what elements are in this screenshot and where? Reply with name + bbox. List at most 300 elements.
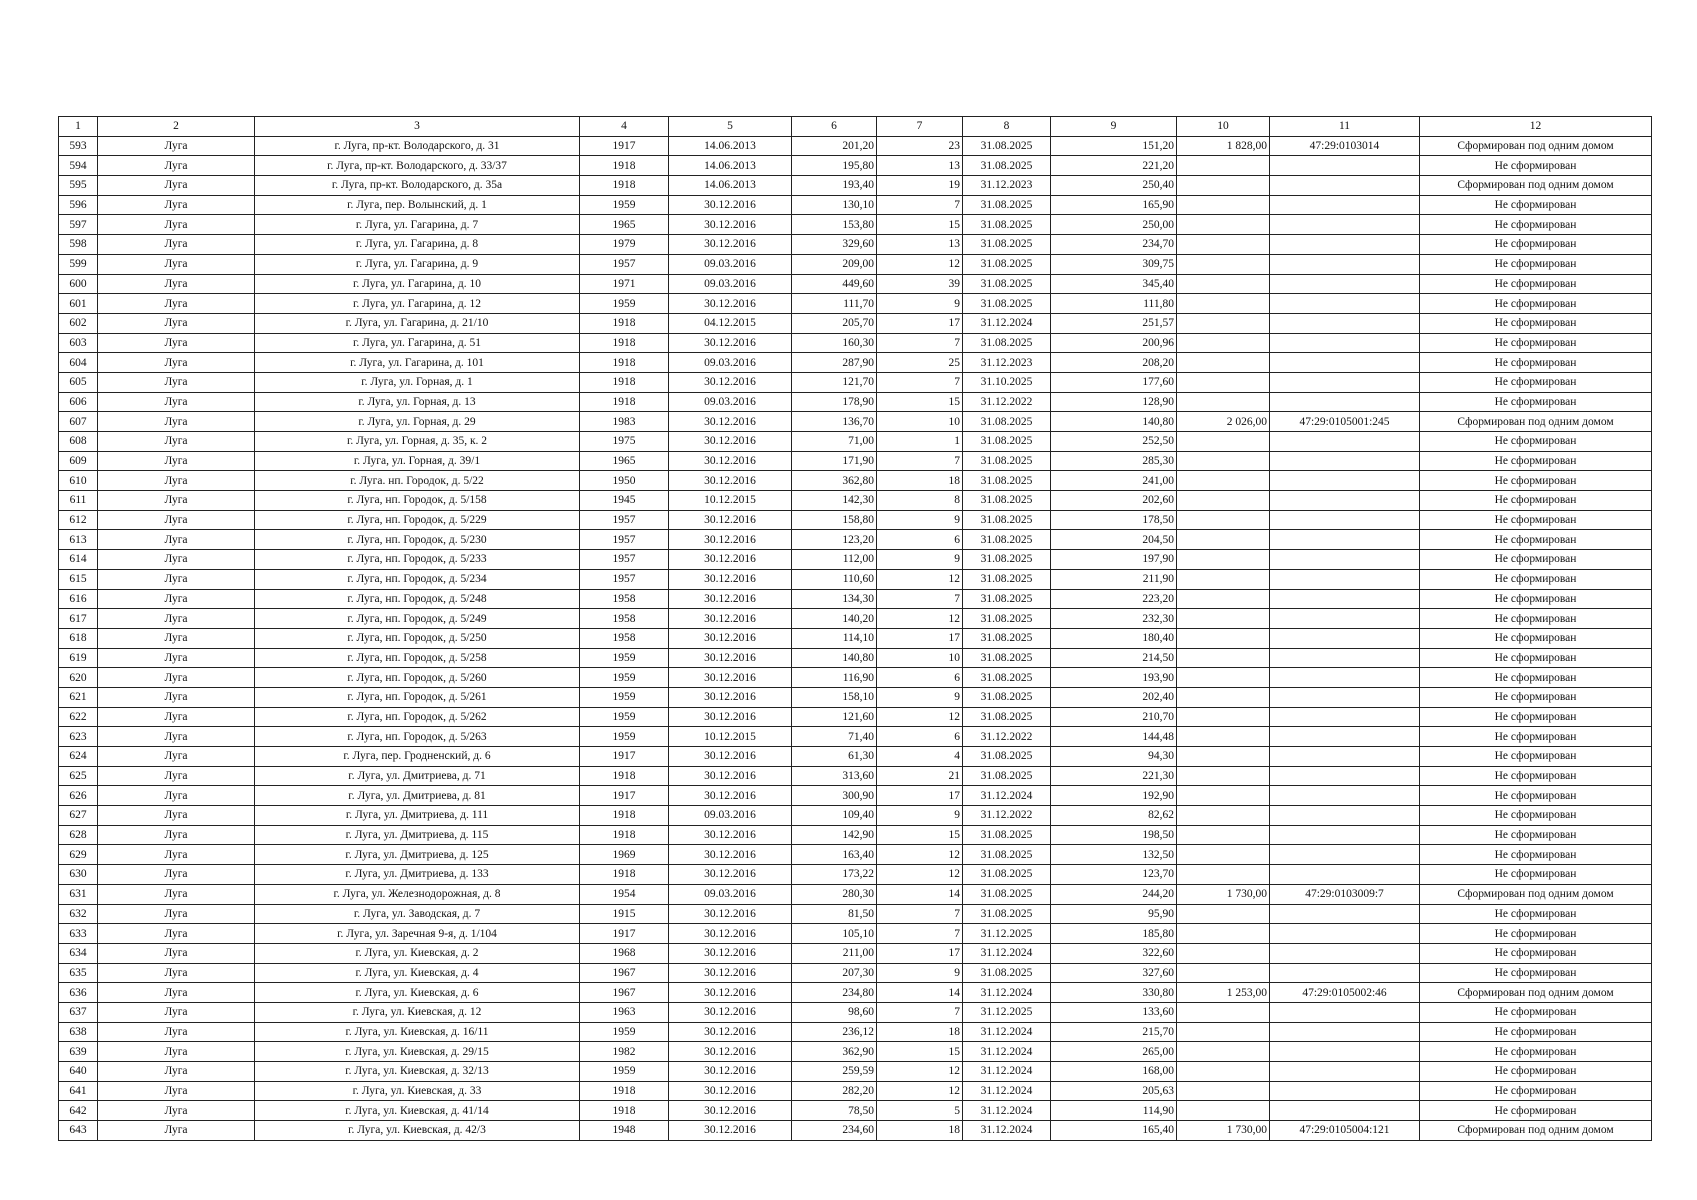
table-cell-col-8: 31.08.2025 (963, 648, 1051, 668)
table-cell-col-7: 9 (877, 806, 963, 826)
table-cell-col-11 (1270, 727, 1420, 747)
table-cell-col-8: 31.08.2025 (963, 766, 1051, 786)
table-cell-col-3: г. Луга, ул. Киевская, д. 6 (255, 983, 580, 1003)
table-cell-col-6: 98,60 (792, 1002, 877, 1022)
table-cell-col-9: 244,20 (1051, 884, 1177, 904)
table-cell-col-4: 1979 (580, 235, 669, 255)
table-cell-col-11 (1270, 294, 1420, 314)
table-cell-col-3: г. Луга, нп. Городок, д. 5/250 (255, 628, 580, 648)
table-cell-col-4: 1959 (580, 1062, 669, 1082)
table-cell-col-4: 1971 (580, 274, 669, 294)
table-cell-col-12: Не сформирован (1420, 727, 1652, 747)
table-cell-col-12: Не сформирован (1420, 786, 1652, 806)
table-cell-col-9: 204,50 (1051, 530, 1177, 550)
table-cell-col-11 (1270, 333, 1420, 353)
table-cell-col-6: 158,80 (792, 510, 877, 530)
table-cell-col-10 (1177, 1101, 1270, 1121)
table-cell-col-11: 47:29:0105001:245 (1270, 412, 1420, 432)
table-cell-col-7: 12 (877, 707, 963, 727)
table-cell-col-2: Луга (98, 943, 255, 963)
table-cell-col-6: 211,00 (792, 943, 877, 963)
table-cell-col-9: 252,50 (1051, 432, 1177, 452)
table-cell-col-7: 4 (877, 747, 963, 767)
table-cell-col-3: г. Луга, ул. Горная, д. 29 (255, 412, 580, 432)
table-cell-col-4: 1969 (580, 845, 669, 865)
table-cell-col-8: 31.12.2023 (963, 176, 1051, 196)
table-cell-col-8: 31.08.2025 (963, 254, 1051, 274)
table-cell-col-1: 612 (59, 510, 98, 530)
table-cell-col-5: 09.03.2016 (669, 884, 792, 904)
table-cell-col-1: 618 (59, 628, 98, 648)
table-cell-col-9: 322,60 (1051, 943, 1177, 963)
table-cell-col-9: 168,00 (1051, 1062, 1177, 1082)
table-cell-col-1: 614 (59, 550, 98, 570)
table-row (59, 589, 1652, 609)
table-cell-col-10 (1177, 609, 1270, 629)
table-cell-col-11 (1270, 569, 1420, 589)
table-cell-col-2: Луга (98, 806, 255, 826)
table-cell-col-2: Луга (98, 904, 255, 924)
table-cell-col-12: Не сформирован (1420, 550, 1652, 570)
table-cell-col-12: Не сформирован (1420, 235, 1652, 255)
table-cell-col-1: 607 (59, 412, 98, 432)
table-row (59, 274, 1652, 294)
table-cell-col-3: г. Луга, ул. Киевская, д. 12 (255, 1002, 580, 1022)
table-cell-col-1: 615 (59, 569, 98, 589)
table-cell-col-9: 251,57 (1051, 313, 1177, 333)
table-row (59, 491, 1652, 511)
table-row (59, 392, 1652, 412)
table-cell-col-3: г. Луга, ул. Гагарина, д. 8 (255, 235, 580, 255)
table-cell-col-2: Луга (98, 589, 255, 609)
table-cell-col-3: г. Луга, ул. Киевская, д. 16/11 (255, 1022, 580, 1042)
table-cell-col-8: 31.08.2025 (963, 195, 1051, 215)
table-row (59, 353, 1652, 373)
table-cell-col-7: 14 (877, 884, 963, 904)
table-cell-col-10 (1177, 766, 1270, 786)
table-cell-col-4: 1918 (580, 353, 669, 373)
table-cell-col-10 (1177, 589, 1270, 609)
table-cell-col-1: 628 (59, 825, 98, 845)
table-cell-col-12: Не сформирован (1420, 313, 1652, 333)
table-cell-col-5: 30.12.2016 (669, 1081, 792, 1101)
table-cell-col-5: 30.12.2016 (669, 904, 792, 924)
table-cell-col-2: Луга (98, 628, 255, 648)
table-cell-col-1: 602 (59, 313, 98, 333)
column-header-7: 7 (877, 117, 963, 137)
table-cell-col-11 (1270, 924, 1420, 944)
table-cell-col-3: г. Луга, пр-кт. Володарского, д. 31 (255, 136, 580, 156)
table-cell-col-11 (1270, 510, 1420, 530)
column-header-9: 9 (1051, 117, 1177, 137)
column-header-8: 8 (963, 117, 1051, 137)
table-cell-col-6: 201,20 (792, 136, 877, 156)
table-cell-col-1: 636 (59, 983, 98, 1003)
table-cell-col-6: 153,80 (792, 215, 877, 235)
table-cell-col-2: Луга (98, 1081, 255, 1101)
table-row (59, 727, 1652, 747)
table-cell-col-3: г. Луга, пр-кт. Володарского, д. 35а (255, 176, 580, 196)
table-cell-col-7: 12 (877, 845, 963, 865)
table-cell-col-10 (1177, 392, 1270, 412)
table-cell-col-12: Сформирован под одним домом (1420, 983, 1652, 1003)
table-cell-col-12: Сформирован под одним домом (1420, 136, 1652, 156)
table-cell-col-11 (1270, 707, 1420, 727)
table-cell-col-5: 30.12.2016 (669, 550, 792, 570)
table-cell-col-5: 14.06.2013 (669, 136, 792, 156)
table-cell-col-5: 30.12.2016 (669, 963, 792, 983)
table-cell-col-4: 1968 (580, 943, 669, 963)
table-cell-col-2: Луга (98, 884, 255, 904)
table-cell-col-6: 195,80 (792, 156, 877, 176)
table-cell-col-5: 14.06.2013 (669, 156, 792, 176)
table-cell-col-1: 634 (59, 943, 98, 963)
table-cell-col-1: 640 (59, 1062, 98, 1082)
table-cell-col-4: 1957 (580, 569, 669, 589)
table-cell-col-1: 623 (59, 727, 98, 747)
table-row (59, 333, 1652, 353)
table-cell-col-7: 6 (877, 530, 963, 550)
table-cell-col-2: Луга (98, 727, 255, 747)
table-cell-col-7: 5 (877, 1101, 963, 1121)
table-cell-col-9: 330,80 (1051, 983, 1177, 1003)
table-cell-col-10 (1177, 432, 1270, 452)
table-row (59, 786, 1652, 806)
table-cell-col-10 (1177, 825, 1270, 845)
table-cell-col-4: 1948 (580, 1121, 669, 1141)
table-cell-col-2: Луга (98, 432, 255, 452)
table-cell-col-10 (1177, 235, 1270, 255)
table-cell-col-4: 1918 (580, 156, 669, 176)
table-cell-col-7: 12 (877, 865, 963, 885)
table-cell-col-9: 208,20 (1051, 353, 1177, 373)
table-cell-col-7: 18 (877, 471, 963, 491)
table-cell-col-9: 210,70 (1051, 707, 1177, 727)
table-cell-col-3: г. Луга, ул. Гагарина, д. 101 (255, 353, 580, 373)
table-cell-col-4: 1917 (580, 786, 669, 806)
table-cell-col-3: г. Луга, ул. Железнодорожная, д. 8 (255, 884, 580, 904)
table-cell-col-4: 1959 (580, 1022, 669, 1042)
column-header-11: 11 (1270, 117, 1420, 137)
table-cell-col-7: 7 (877, 1002, 963, 1022)
table-cell-col-8: 31.12.2023 (963, 353, 1051, 373)
table-cell-col-4: 1959 (580, 294, 669, 314)
table-cell-col-12: Не сформирован (1420, 924, 1652, 944)
table-cell-col-7: 13 (877, 235, 963, 255)
table-cell-col-11 (1270, 786, 1420, 806)
column-header-6: 6 (792, 117, 877, 137)
table-cell-col-8: 31.08.2025 (963, 451, 1051, 471)
table-cell-col-9: 198,50 (1051, 825, 1177, 845)
table-cell-col-11 (1270, 1101, 1420, 1121)
table-cell-col-9: 215,70 (1051, 1022, 1177, 1042)
table-cell-col-12: Не сформирован (1420, 392, 1652, 412)
table-cell-col-5: 30.12.2016 (669, 707, 792, 727)
table-cell-col-12: Не сформирован (1420, 451, 1652, 471)
table-row (59, 1022, 1652, 1042)
table-cell-col-4: 1918 (580, 825, 669, 845)
table-cell-col-3: г. Луга, нп. Городок, д. 5/263 (255, 727, 580, 747)
table-cell-col-11 (1270, 1081, 1420, 1101)
table-cell-col-9: 250,40 (1051, 176, 1177, 196)
table-cell-col-2: Луга (98, 786, 255, 806)
table-cell-col-9: 309,75 (1051, 254, 1177, 274)
table-row (59, 254, 1652, 274)
table-row (59, 943, 1652, 963)
table-cell-col-7: 1 (877, 432, 963, 452)
table-cell-col-8: 31.08.2025 (963, 865, 1051, 885)
table-cell-col-7: 9 (877, 687, 963, 707)
table-cell-col-11 (1270, 806, 1420, 826)
table-cell-col-11 (1270, 609, 1420, 629)
table-cell-col-6: 362,90 (792, 1042, 877, 1062)
table-cell-col-9: 111,80 (1051, 294, 1177, 314)
table-cell-col-12: Не сформирован (1420, 1081, 1652, 1101)
table-row (59, 825, 1652, 845)
table-cell-col-8: 31.12.2024 (963, 983, 1051, 1003)
table-cell-col-11 (1270, 491, 1420, 511)
table-cell-col-10 (1177, 1062, 1270, 1082)
table-cell-col-12: Не сформирован (1420, 491, 1652, 511)
table-cell-col-7: 7 (877, 924, 963, 944)
table-cell-col-8: 31.08.2025 (963, 845, 1051, 865)
table-cell-col-5: 30.12.2016 (669, 1022, 792, 1042)
table-cell-col-12: Не сформирован (1420, 510, 1652, 530)
table-cell-col-1: 613 (59, 530, 98, 550)
table-cell-col-2: Луга (98, 550, 255, 570)
table-cell-col-10 (1177, 943, 1270, 963)
table-cell-col-5: 30.12.2016 (669, 235, 792, 255)
table-cell-col-5: 30.12.2016 (669, 333, 792, 353)
table-cell-col-5: 30.12.2016 (669, 569, 792, 589)
table-cell-col-2: Луга (98, 1101, 255, 1121)
table-cell-col-2: Луга (98, 136, 255, 156)
table-cell-col-1: 597 (59, 215, 98, 235)
table-cell-col-6: 300,90 (792, 786, 877, 806)
table-cell-col-12: Не сформирован (1420, 1022, 1652, 1042)
table-cell-col-2: Луга (98, 313, 255, 333)
table-cell-col-7: 6 (877, 727, 963, 747)
table-row (59, 372, 1652, 392)
table-row (59, 747, 1652, 767)
table-cell-col-12: Не сформирован (1420, 825, 1652, 845)
table-cell-col-7: 8 (877, 491, 963, 511)
table-cell-col-7: 13 (877, 156, 963, 176)
table-cell-col-7: 9 (877, 550, 963, 570)
table-cell-col-2: Луга (98, 510, 255, 530)
table-row (59, 1002, 1652, 1022)
table-cell-col-7: 6 (877, 668, 963, 688)
table-cell-col-1: 616 (59, 589, 98, 609)
table-cell-col-2: Луга (98, 609, 255, 629)
table-cell-col-6: 110,60 (792, 569, 877, 589)
table-cell-col-12: Не сформирован (1420, 254, 1652, 274)
table-cell-col-12: Не сформирован (1420, 569, 1652, 589)
table-cell-col-4: 1915 (580, 904, 669, 924)
table-cell-col-1: 626 (59, 786, 98, 806)
table-cell-col-4: 1918 (580, 313, 669, 333)
table-cell-col-4: 1959 (580, 707, 669, 727)
column-header-5: 5 (669, 117, 792, 137)
table-cell-col-5: 30.12.2016 (669, 1042, 792, 1062)
table-cell-col-2: Луга (98, 333, 255, 353)
table-cell-col-7: 15 (877, 215, 963, 235)
table-cell-col-5: 30.12.2016 (669, 451, 792, 471)
table-cell-col-5: 30.12.2016 (669, 530, 792, 550)
table-cell-col-8: 31.10.2025 (963, 372, 1051, 392)
table-cell-col-6: 140,20 (792, 609, 877, 629)
table-cell-col-8: 31.08.2025 (963, 589, 1051, 609)
table-cell-col-9: 285,30 (1051, 451, 1177, 471)
table-cell-col-10: 1 253,00 (1177, 983, 1270, 1003)
table-cell-col-6: 205,70 (792, 313, 877, 333)
table-cell-col-11 (1270, 530, 1420, 550)
table-cell-col-2: Луга (98, 924, 255, 944)
table-cell-col-9: 345,40 (1051, 274, 1177, 294)
table-cell-col-9: 232,30 (1051, 609, 1177, 629)
table-cell-col-8: 31.08.2025 (963, 550, 1051, 570)
table-row (59, 924, 1652, 944)
table-cell-col-3: г. Луга, нп. Городок, д. 5/248 (255, 589, 580, 609)
table-cell-col-2: Луга (98, 747, 255, 767)
table-cell-col-2: Луга (98, 274, 255, 294)
table-cell-col-9: 177,60 (1051, 372, 1177, 392)
table-cell-col-2: Луга (98, 1042, 255, 1062)
table-cell-col-12: Сформирован под одним домом (1420, 884, 1652, 904)
table-cell-col-9: 132,50 (1051, 845, 1177, 865)
table-cell-col-3: г. Луга, ул. Киевская, д. 41/14 (255, 1101, 580, 1121)
table-cell-col-7: 15 (877, 825, 963, 845)
table-cell-col-9: 180,40 (1051, 628, 1177, 648)
table-cell-col-12: Не сформирован (1420, 628, 1652, 648)
table-cell-col-10 (1177, 687, 1270, 707)
table-cell-col-5: 09.03.2016 (669, 392, 792, 412)
table-cell-col-11 (1270, 1062, 1420, 1082)
table-cell-col-5: 30.12.2016 (669, 589, 792, 609)
table-cell-col-1: 642 (59, 1101, 98, 1121)
table-cell-col-4: 1959 (580, 687, 669, 707)
table-cell-col-4: 1918 (580, 372, 669, 392)
table-cell-col-8: 31.08.2025 (963, 215, 1051, 235)
table-cell-col-8: 31.12.2024 (963, 1081, 1051, 1101)
table-cell-col-4: 1918 (580, 865, 669, 885)
table-cell-col-11 (1270, 648, 1420, 668)
table-cell-col-10 (1177, 707, 1270, 727)
table-cell-col-1: 595 (59, 176, 98, 196)
table-cell-col-3: г. Луга, ул. Горная, д. 1 (255, 372, 580, 392)
table-cell-col-6: 287,90 (792, 353, 877, 373)
table-cell-col-8: 31.08.2025 (963, 609, 1051, 629)
table-cell-col-11 (1270, 1002, 1420, 1022)
table-cell-col-6: 160,30 (792, 333, 877, 353)
table-cell-col-3: г. Луга, ул. Дмитриева, д. 115 (255, 825, 580, 845)
table-cell-col-5: 30.12.2016 (669, 648, 792, 668)
table-cell-col-1: 625 (59, 766, 98, 786)
table-cell-col-6: 209,00 (792, 254, 877, 274)
table-cell-col-6: 71,40 (792, 727, 877, 747)
table-cell-col-1: 621 (59, 687, 98, 707)
table-cell-col-9: 165,40 (1051, 1121, 1177, 1141)
table-cell-col-5: 30.12.2016 (669, 215, 792, 235)
table-body (59, 136, 1652, 1140)
table-cell-col-10 (1177, 904, 1270, 924)
table-row (59, 648, 1652, 668)
table-cell-col-5: 30.12.2016 (669, 943, 792, 963)
table-cell-col-3: г. Луга, нп. Городок, д. 5/262 (255, 707, 580, 727)
table-cell-col-11 (1270, 156, 1420, 176)
table-cell-col-11: 47:29:0103014 (1270, 136, 1420, 156)
table-cell-col-3: г. Луга, нп. Городок, д. 5/229 (255, 510, 580, 530)
table-cell-col-9: 211,90 (1051, 569, 1177, 589)
table-cell-col-12: Не сформирован (1420, 648, 1652, 668)
table-cell-col-5: 30.12.2016 (669, 668, 792, 688)
table-cell-col-3: г. Луга, ул. Дмитриева, д. 71 (255, 766, 580, 786)
table-cell-col-2: Луга (98, 1062, 255, 1082)
table-cell-col-10 (1177, 195, 1270, 215)
table-cell-col-3: г. Луга, пер. Волынский, д. 1 (255, 195, 580, 215)
table-cell-col-12: Не сформирован (1420, 707, 1652, 727)
table-cell-col-1: 599 (59, 254, 98, 274)
table-row (59, 845, 1652, 865)
table-cell-col-8: 31.12.2024 (963, 1062, 1051, 1082)
table-cell-col-7: 17 (877, 786, 963, 806)
table-cell-col-12: Не сформирован (1420, 1002, 1652, 1022)
table-cell-col-5: 30.12.2016 (669, 1121, 792, 1141)
table-row (59, 451, 1652, 471)
table-cell-col-5: 30.12.2016 (669, 687, 792, 707)
table-cell-col-8: 31.12.2022 (963, 727, 1051, 747)
table-cell-col-2: Луга (98, 766, 255, 786)
table-cell-col-7: 25 (877, 353, 963, 373)
table-row (59, 471, 1652, 491)
table-cell-col-1: 624 (59, 747, 98, 767)
table-cell-col-4: 1918 (580, 1081, 669, 1101)
table-cell-col-1: 601 (59, 294, 98, 314)
table-row (59, 628, 1652, 648)
table-cell-col-11 (1270, 353, 1420, 373)
table-cell-col-12: Не сформирован (1420, 589, 1652, 609)
table-cell-col-10 (1177, 1081, 1270, 1101)
table-cell-col-1: 593 (59, 136, 98, 156)
table-cell-col-12: Не сформирован (1420, 530, 1652, 550)
table-cell-col-5: 30.12.2016 (669, 983, 792, 1003)
table-cell-col-2: Луга (98, 963, 255, 983)
table-cell-col-4: 1982 (580, 1042, 669, 1062)
table-cell-col-12: Не сформирован (1420, 215, 1652, 235)
table-cell-col-5: 04.12.2015 (669, 313, 792, 333)
table-cell-col-5: 14.06.2013 (669, 176, 792, 196)
table-cell-col-8: 31.08.2025 (963, 825, 1051, 845)
table-row (59, 176, 1652, 196)
table-cell-col-10 (1177, 648, 1270, 668)
table-cell-col-8: 31.12.2022 (963, 806, 1051, 826)
table-cell-col-10 (1177, 176, 1270, 196)
table-cell-col-3: г. Луга, пр-кт. Володарского, д. 33/37 (255, 156, 580, 176)
table-cell-col-12: Не сформирован (1420, 156, 1652, 176)
table-cell-col-5: 30.12.2016 (669, 1062, 792, 1082)
table-cell-col-2: Луга (98, 372, 255, 392)
table-cell-col-4: 1918 (580, 766, 669, 786)
table-cell-col-6: 123,20 (792, 530, 877, 550)
table-cell-col-6: 142,30 (792, 491, 877, 511)
table-cell-col-10 (1177, 530, 1270, 550)
table-cell-col-1: 622 (59, 707, 98, 727)
table-cell-col-6: 234,60 (792, 1121, 877, 1141)
table-cell-col-6: 121,70 (792, 372, 877, 392)
table-cell-col-4: 1958 (580, 628, 669, 648)
table-cell-col-12: Не сформирован (1420, 806, 1652, 826)
table-cell-col-9: 192,90 (1051, 786, 1177, 806)
